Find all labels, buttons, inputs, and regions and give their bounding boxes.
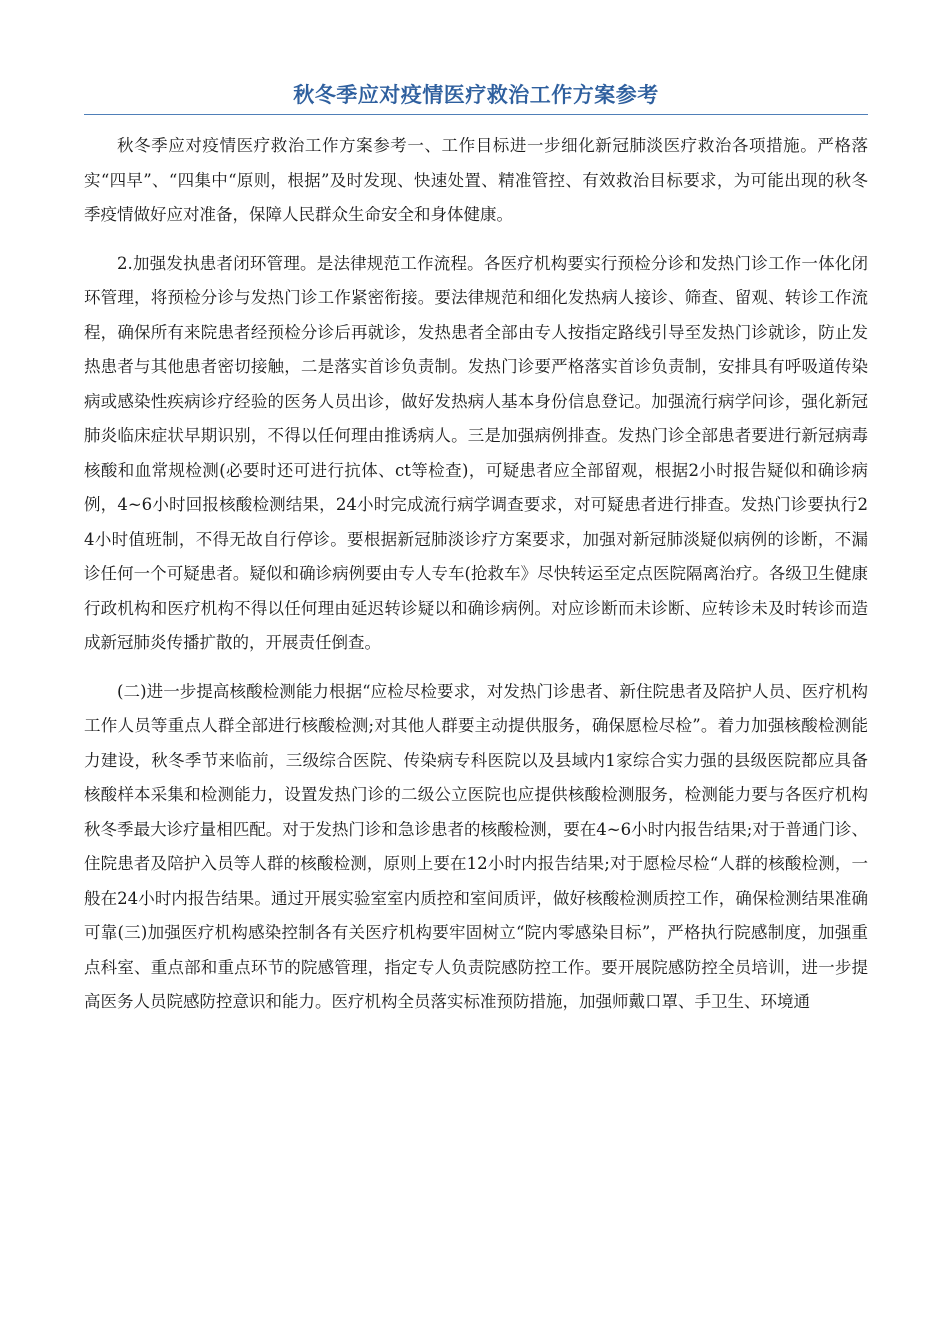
document-page bbox=[84, 80, 868, 1034]
paragraph-fever-management: 2.加强发执患者闭环管理。是法律规范工作流程。各医疗机构要实行预检分诊和发热门诊工作一体化闭环管理，将预检分诊与发热门诊工作紧密衔接。要法律规范和细化发热病人接诊、筛查、留观、转诊工作流程，确保所有来院患者经预检分诊后再就诊，发热患者全部由专人按指定路线引导至发热门诊就诊，防止发热患者与其他患者密切接触，二是落实首诊负责制。发热门诊要严格落实首诊负责制，安排具有呼吸道传染病或感染性疾病诊疗经验的医务人员出诊，做好发热病人基本身份信息登记。加强流行病学问诊，强化新冠肺炎临床症状早期识别，不得以任何理由推诱病人。三是加强病例排查。发热门诊全部患者要进行新冠病毒核酸和血常规检测(必要时还可进行抗体、ct等检查)，可疑患者应全部留观，根据2小时报告疑似和确诊病例，4~6小时回报核酸检测结果，24小时完成流行病学调查要求，对可疑患者进行排查。发热门诊要执行24小时值班制，不得无故自行停诊。要根据新冠肺淡诊疗方案要求，加强对新冠肺淡疑似病例的诊断，不漏诊任何一个可疑患者。疑似和确诊病例要由专人专车(抢救车》尽快转运至定点医院隔离治疗。各级卫生健康行政机构和医疗机构不得以任何理由延迟转诊疑以和确诊病例。对应诊断而未诊断、应转诊未及时转诊而造成新冠肺炎传播扩散的，开展责任倒查。 bbox=[84, 253, 868, 652]
paragraph-goal: 秋冬季应对疫情医疗救治工作方案参考一、工作目标进一步细化新冠肺淡医疗救治各项措施。严格落实“四早”、“四集中“原则，根据”及时发现、快速处置、精准管控、有效救治目标要求，为可能出现的秋冬季疫情做好应对准备，保障人民群众生命安全和身体健康。 bbox=[84, 136, 868, 224]
paragraph-nucleic-acid-testing: (二)进一步提高核酸检测能力根据“应检尽检要求，对发热门诊患者、新住院患者及陪护人员、医疗机构工作人员等重点人群全部进行核酸检测;对其他人群要主动提供服务，确保愿检尽检”。着力加强核酸检测能力建设，秋冬季节来临前，三级综合医院、传染病专科医院以及县域内1家综合实力强的县级医院都应具备核酸样本采集和检测能力，设置发热门诊的二级公立医院也应提供核酸检测服务，检测能力要与各医疗机构秋冬季最大诊疗量相匹配。对于发热门诊和急诊患者的核酸检测，要在4~6小时内报告结果;对于普通门诊、住院患者及陪护入员等人群的核酸检测，原则上要在12小时内报告结果;对于愿检尽检“人群的核酸检测，一般在24小时内报告结果。通过开展实验室室内质控和室间质评，做好核酸检测质控工作，确保检测结果准确可靠(三)加强医疗机构感染控制各有关医疗机构要牢固树立“院内零感染目标”，严格执行院感制度，加强重点科室、重点部和重点环节的院感管理，指定专人负责院感防控工作。要开展院感防控全员培训，进一步提高医务人员院感防控意识和能力。医疗机构全员落实标准预防措施，加强师戴口罩、手卫生、环境通 bbox=[84, 681, 868, 1011]
document-title: 秋冬季应对疫情医疗救治工作方案参考 bbox=[84, 80, 868, 115]
